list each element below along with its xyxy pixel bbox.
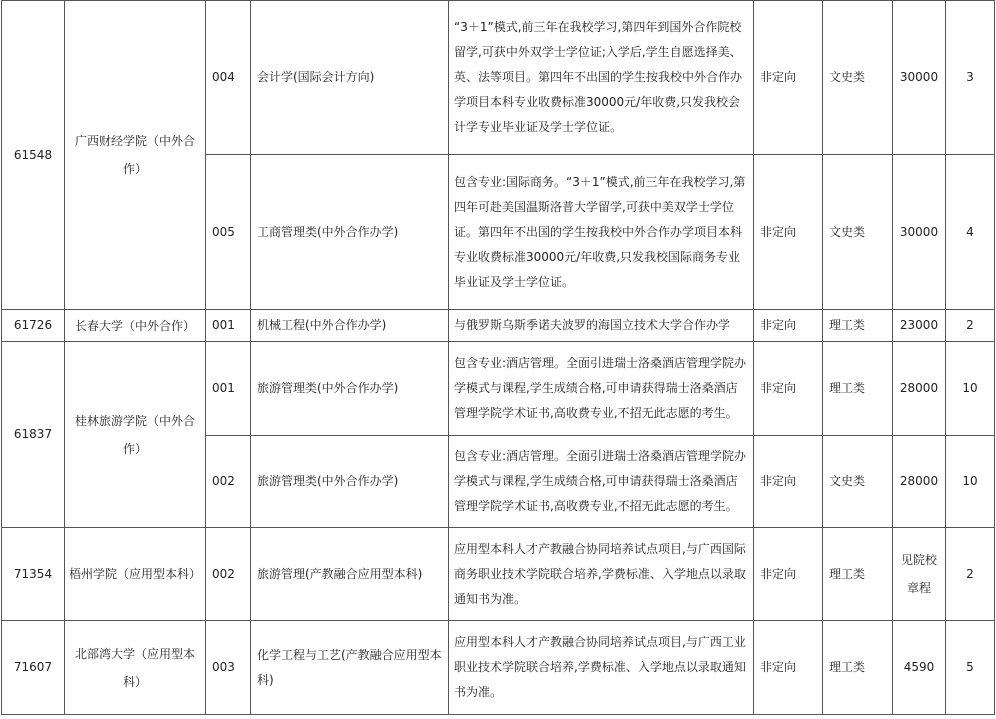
plan-count: 5 [946,621,995,715]
institution-code: 61726 [2,310,65,342]
tuition-fee: 28000 [893,342,946,436]
subject-category: 理工类 [823,528,893,621]
direction: 非定向 [754,155,823,310]
major-name: 旅游管理(产教融合应用型本科) [251,528,449,621]
major-name: 会计学(国际会计方向) [251,1,449,155]
table-row [2,342,995,436]
tuition-fee: 30000 [893,1,946,155]
institution-name: 长春大学（中外合作） [65,310,206,342]
major-code: 001 [206,342,251,436]
tuition-fee: 4590 [893,621,946,715]
institution-code: 61837 [2,342,65,528]
major-name: 机械工程(中外合作办学) [251,310,449,342]
tuition-fee: 见院校章程 [893,528,946,621]
institution-name: 桂林旅游学院（中外合作） [65,342,206,528]
table-row [2,1,995,155]
table-row [2,621,995,715]
tuition-fee: 28000 [893,436,946,528]
major-remarks: 包含专业:国际商务。“3＋1”模式,前三年在我校学习,第四年可赴美国温斯洛普大学留学,可获中美双学士学位证。第四年不出国的学生按我校中外合作办学项目本科专业收费标准30000元/年收费,只发我校国际商务专业毕业证及学士学位证。 [449,155,754,310]
subject-category: 理工类 [823,621,893,715]
table-row [2,310,995,342]
direction: 非定向 [754,528,823,621]
plan-count: 10 [946,342,995,436]
direction: 非定向 [754,436,823,528]
plan-count: 10 [946,436,995,528]
institution-code: 71354 [2,528,65,621]
direction: 非定向 [754,310,823,342]
major-code: 003 [206,621,251,715]
major-code: 001 [206,310,251,342]
major-code: 002 [206,528,251,621]
major-remarks: 包含专业:酒店管理。全面引进瑞士洛桑酒店管理学院办学模式与课程,学生成绩合格,可申请获得瑞士洛桑酒店管理学院学术证书,高收费专业,不招无此志愿的考生。 [449,436,754,528]
admission-plan-table [1,0,995,715]
major-code: 005 [206,155,251,310]
subject-category: 文史类 [823,436,893,528]
institution-name: 广西财经学院（中外合作） [65,1,206,310]
major-remarks: 与俄罗斯乌斯季诺夫波罗的海国立技术大学合作办学 [449,310,754,342]
tuition-fee: 30000 [893,155,946,310]
plan-count: 2 [946,310,995,342]
institution-name: 梧州学院（应用型本科） [65,528,206,621]
plan-count: 4 [946,155,995,310]
direction: 非定向 [754,621,823,715]
institution-code: 71607 [2,621,65,715]
institution-name: 北部湾大学（应用型本科） [65,621,206,715]
major-name: 化学工程与工艺(产教融合应用型本科) [251,621,449,715]
subject-category: 理工类 [823,310,893,342]
major-name: 旅游管理类(中外合作办学) [251,342,449,436]
major-remarks: 包含专业:酒店管理。全面引进瑞士洛桑酒店管理学院办学模式与课程,学生成绩合格,可申请获得瑞士洛桑酒店管理学院学术证书,高收费专业,不招无此志愿的考生。 [449,342,754,436]
major-remarks: 应用型本科人才产教融合协同培养试点项目,与广西工业职业技术学院联合培养,学费标准、入学地点以录取通知书为准。 [449,621,754,715]
plan-count: 3 [946,1,995,155]
major-remarks: 应用型本科人才产教融合协同培养试点项目,与广西国际商务职业技术学院联合培养,学费标准、入学地点以录取通知书为准。 [449,528,754,621]
major-name: 旅游管理类(中外合作办学) [251,436,449,528]
subject-category: 文史类 [823,1,893,155]
major-code: 002 [206,436,251,528]
major-name: 工商管理类(中外合作办学) [251,155,449,310]
major-code: 004 [206,1,251,155]
plan-count: 2 [946,528,995,621]
institution-code: 61548 [2,1,65,310]
direction: 非定向 [754,1,823,155]
tuition-fee: 23000 [893,310,946,342]
major-remarks: “3＋1”模式,前三年在我校学习,第四年到国外合作院校留学,可获中外双学士学位证;入学后,学生自愿选择美、英、法等项目。第四年不出国的学生按我校中外合作办学项目本科专业收费标准30000元/年收费,只发我校会计学专业毕业证及学士学位证。 [449,1,754,155]
subject-category: 理工类 [823,342,893,436]
table-row [2,528,995,621]
subject-category: 文史类 [823,155,893,310]
direction: 非定向 [754,342,823,436]
